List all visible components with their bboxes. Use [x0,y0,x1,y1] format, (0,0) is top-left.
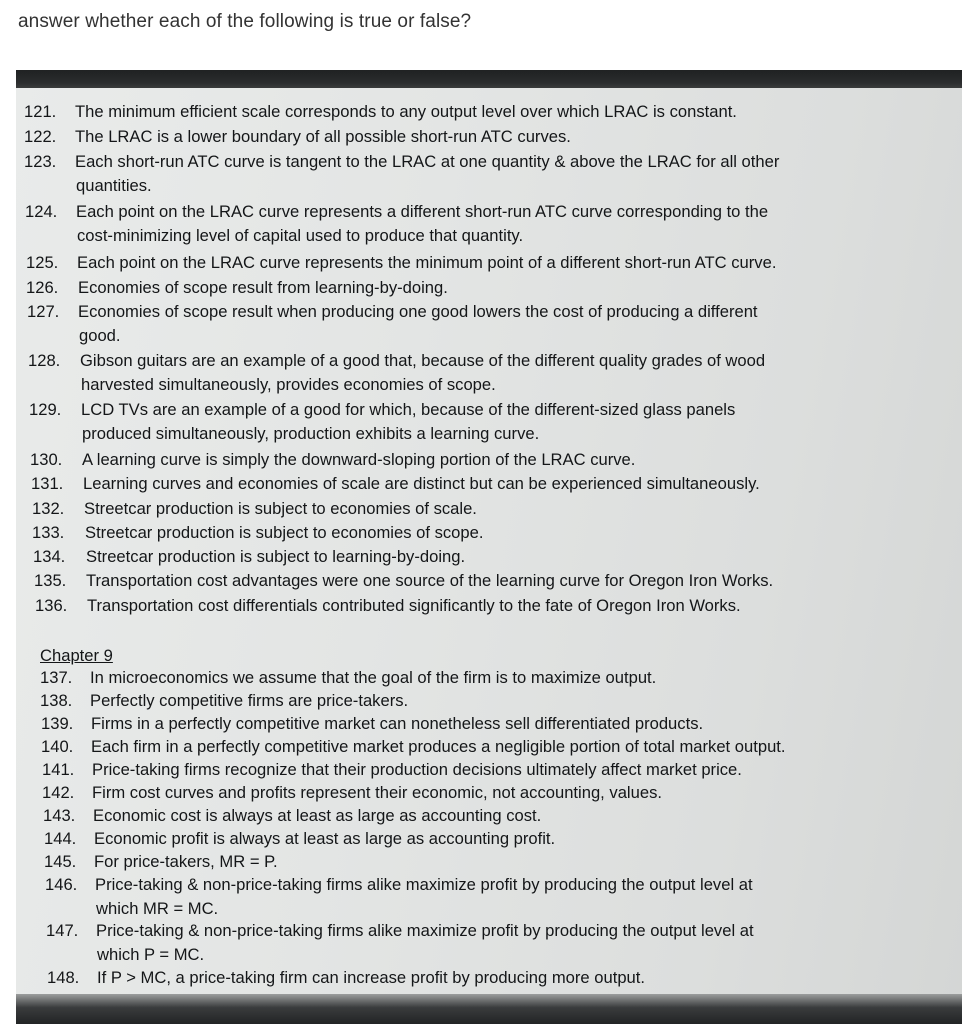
item-text: Transportation cost differentials contributed significantly to the fate of Oregon Iron Works. [87,596,741,615]
item-text: Streetcar production is subject to learning-by-doing. [86,547,466,566]
item-number: 138. [40,691,73,710]
item-number: 123. [24,152,57,171]
item-number: 131. [31,474,64,493]
item-text: Price-taking & non-price-taking firms alike maximize profit by producing the output level at [96,921,754,940]
item-text: Perfectly competitive firms are price-takers. [90,691,409,710]
item-text: Economies of scope result when producing one good lowers the cost of producing a different [78,302,758,321]
item-number: 125. [26,253,59,272]
item-text: Price-taking & non-price-taking firms alike maximize profit by producing the output level at [95,875,753,894]
item-text-continued: good. [79,326,121,345]
item-text: Firm cost curves and profits represent their economic, not accounting, values. [92,783,662,802]
item-text-continued: which P = MC. [97,945,205,964]
item-number: 147. [46,921,79,940]
item-text: Each point on the LRAC curve represents a different short-run ATC curve corresponding to the [76,202,769,221]
item-text: Price-taking firms recognize that their production decisions ultimately affect market price. [92,760,742,779]
item-number: 129. [29,400,62,419]
item-text-continued: cost-minimizing level of capital used to produce that quantity. [77,226,524,245]
item-text-continued: harvested simultaneously, provides economies of scope. [81,375,496,394]
item-text: Each point on the LRAC curve represents the minimum point of a different short-run ATC curve. [77,253,777,272]
item-number: 148. [47,968,80,987]
item-number: 135. [34,571,67,590]
item-text: The LRAC is a lower boundary of all possible short-run ATC curves. [75,127,571,146]
item-number: 142. [42,783,75,802]
item-number: 134. [33,547,66,566]
item-number: 136. [35,596,68,615]
item-number: 137. [40,668,73,687]
item-text: A learning curve is simply the downward-sloping portion of the LRAC curve. [82,450,636,469]
item-number: 143. [43,806,76,825]
item-number: 141. [42,760,75,779]
item-number: 140. [41,737,74,756]
worksheet-photo [16,70,962,1024]
item-number: 132. [32,499,65,518]
item-text: Learning curves and economies of scale are distinct but can be experienced simultaneously. [83,474,760,493]
photo-bottom-edge [16,994,962,1024]
item-text-continued: which MR = MC. [96,899,219,918]
item-text: Each short-run ATC curve is tangent to the LRAC at one quantity & above the LRAC for all other [75,152,780,171]
item-number: 121. [24,102,57,121]
item-number: 146. [45,875,78,894]
item-number: 144. [44,829,77,848]
item-number: 124. [25,202,58,221]
item-text: Firms in a perfectly competitive market can nonetheless sell differentiated products. [91,714,704,733]
item-number: 130. [30,450,63,469]
item-text: Transportation cost advantages were one source of the learning curve for Oregon Iron Works. [86,571,774,590]
item-number: 127. [27,302,60,321]
item-text: Economies of scope result from learning-by-doing. [78,278,448,297]
item-text: Streetcar production is subject to economies of scale. [84,499,477,518]
item-text-continued: quantities. [76,176,152,195]
item-number: 128. [28,351,61,370]
item-text: The minimum efficient scale corresponds to any output level over which LRAC is constant. [75,102,737,121]
item-text: Each firm in a perfectly competitive market produces a negligible portion of total market output. [91,737,786,756]
item-text: In microeconomics we assume that the goal of the firm is to maximize output. [90,668,657,687]
item-text-continued: produced simultaneously, production exhibits a learning curve. [82,424,540,443]
item-number: 139. [41,714,74,733]
item-number: 133. [32,523,65,542]
chapter-heading: Chapter 9 [40,646,113,665]
item-text: If P > MC, a price-taking firm can increase profit by producing more output. [97,968,645,987]
item-text: Economic cost is always at least as large as accounting cost. [93,806,542,825]
item-text: For price-takers, MR = P. [94,852,278,871]
item-text: Streetcar production is subject to economies of scope. [85,523,484,542]
item-text: Economic profit is always at least as large as accounting profit. [94,829,556,848]
item-number: 145. [44,852,77,871]
question-list [16,70,962,1024]
item-number: 122. [24,127,57,146]
item-number: 126. [26,278,59,297]
question-text: answer whether each of the following is true or false? [18,11,472,32]
item-text: Gibson guitars are an example of a good that, because of the different quality grades of wood [80,351,766,370]
item-text: LCD TVs are an example of a good for which, because of the different-sized glass panels [81,400,736,419]
